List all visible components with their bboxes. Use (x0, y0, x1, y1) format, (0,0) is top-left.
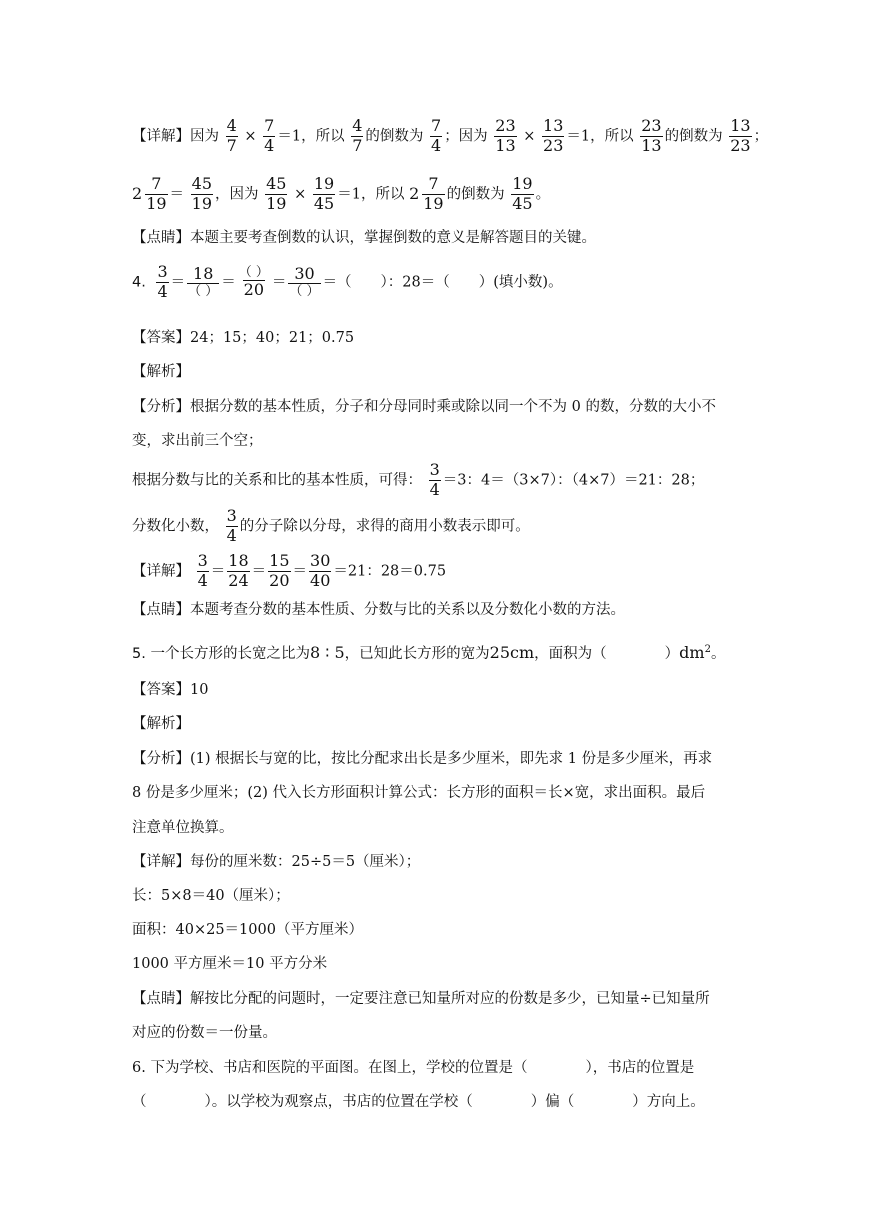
fraction: $\frac{23}{13}$ (495, 116, 516, 155)
key-point-q4: 【点睛】本题考查分数的基本性质、分数与比的关系以及分数化小数的方法。 (132, 602, 625, 618)
detail-line-2-q5: 长：5×8＝40（厘米）； (132, 888, 290, 904)
answer-q4: 【答案】24；15；40；21；0.75 (132, 330, 355, 346)
text: 。 (710, 645, 726, 662)
text: ； (753, 128, 769, 145)
detail-line-3-q5: 面积：40×25＝1000（平方厘米） (132, 922, 363, 938)
equals-sign: ＝ (292, 563, 308, 580)
analysis-line-4-q4 (132, 508, 530, 545)
detail-tag: 【详解】 (132, 563, 190, 580)
analysis-heading-q4: 【解析】 (132, 364, 190, 380)
question-number: 5. (132, 645, 146, 662)
fraction: $\frac{7}{4}$ (264, 116, 275, 155)
fraction: $\frac{3}{4}$ (226, 506, 237, 545)
mixed-number: 2 $\frac{7}{19}$ (409, 174, 444, 213)
key-point-line-2-q5: 对应的份数＝一份量。 (132, 1025, 277, 1041)
text: ；因为 (444, 128, 488, 145)
question-6-line-1: 6. 下为学校、书店和医院的平面图。在图上，学校的位置是（ ），书店的位置是 (132, 1060, 695, 1076)
text: ，面积为（ ） (534, 645, 680, 662)
fraction: $\frac{19}{45}$ (313, 174, 335, 213)
equals-sign: ＝ (221, 274, 236, 291)
exponent: 2 (704, 644, 711, 655)
fraction: $\frac{( )}{20}$ (238, 264, 269, 300)
text: ＝（ ）：28＝（ ）(填小数)。 (322, 274, 563, 291)
fraction: $\frac{30}{( )}$ (289, 263, 320, 300)
key-point-line-1-q5: 【点睛】解按比分配的问题时，一定要注意已知量所对应的份数是多少，已知量÷已知量所 (132, 991, 710, 1007)
analysis-heading-q5: 【解析】 (132, 716, 190, 732)
times-sign: × (244, 128, 257, 145)
fraction: $\frac{18}{( )}$ (188, 263, 219, 300)
detail-line-1-q5: 【详解】每份的厘米数：25÷5＝5（厘米）； (132, 854, 421, 870)
solution-detail-q4 (132, 553, 446, 590)
fraction: $\frac{19}{45}$ (512, 174, 533, 213)
fraction: $\frac{30}{40}$ (310, 551, 331, 590)
question-number: 4. (132, 274, 146, 291)
text: 的分子除以分母，求得的商用小数表示即可。 (239, 518, 530, 535)
text: 。 (535, 186, 551, 203)
analysis-line-2-q4: 变，求出前三个空； (132, 433, 263, 449)
detail-line-4-q5: 1000 平方厘米＝10 平方分米 (132, 956, 328, 972)
fraction: $\frac{18}{24}$ (228, 551, 249, 590)
text: ＝3：4＝（3×7）：（4×7）＝21：28； (442, 472, 705, 489)
text: ，已知此长方形的宽为 (344, 645, 490, 662)
text: ＝1，所以 (566, 128, 634, 145)
text: ，因为 (215, 186, 259, 203)
mixed-number: 2 $\frac{7}{19}$ (132, 174, 167, 213)
fraction: $\frac{4}{7}$ (226, 116, 237, 155)
text: ＝1，所以 (337, 186, 405, 203)
text: 的倒数为 (664, 128, 723, 145)
analysis-line-1-q5: 【分析】(1) 根据长与宽的比，按比分配求出长是多少厘米，即先求 1 份是多少厘米，再求 (132, 751, 713, 767)
analysis-line-3-q4 (132, 462, 704, 499)
unit: dm (679, 642, 705, 662)
question-6-line-2: （ ）。以学校为观察点，书店的位置在学校（ ）偏（ ）方向上。 (132, 1094, 705, 1110)
equals-sign: ＝ (169, 186, 185, 203)
question-5 (132, 640, 725, 664)
analysis-line-3-q5: 注意单位换算。 (132, 820, 234, 836)
text: ＝1，所以 (277, 128, 345, 145)
fraction: $\frac{45}{19}$ (266, 174, 287, 213)
fraction: $\frac{23}{13}$ (641, 116, 662, 155)
equals-sign: ＝ (271, 274, 287, 291)
text: 一个长方形的长宽之比为 (150, 645, 310, 662)
ratio: 8 ∶ 5 (309, 642, 345, 662)
text: ＝21：28＝0.75 (333, 563, 447, 580)
width-value: 25cm (489, 642, 535, 662)
text: 的倒数为 (446, 186, 505, 203)
key-point-q3: 【点睛】本题主要考查倒数的认识，掌握倒数的意义是解答题目的关键。 (132, 230, 596, 246)
analysis-line-2-q5: 8 份是多少厘米；(2) 代入长方形面积计算公式：长方形的面积＝长×宽，求出面积。最后 (132, 785, 706, 801)
equals-sign: ＝ (251, 563, 267, 580)
fraction: $\frac{7}{4}$ (431, 116, 442, 155)
text: 因为 (190, 128, 219, 145)
fraction: $\frac{4}{7}$ (352, 116, 363, 155)
text: 分数化小数， (132, 518, 219, 535)
equals-sign: ＝ (170, 274, 186, 291)
times-sign: × (294, 186, 307, 203)
equals-sign: ＝ (210, 563, 226, 580)
fraction: $\frac{13}{23}$ (730, 116, 751, 155)
question-4 (132, 264, 563, 301)
fraction: $\frac{3}{4}$ (197, 551, 208, 590)
fraction: $\frac{13}{23}$ (543, 116, 564, 155)
fraction: $\frac{15}{20}$ (269, 551, 290, 590)
fraction: $\frac{45}{19}$ (191, 174, 213, 213)
text: 根据分数与比的关系和比的基本性质，可得： (132, 472, 422, 489)
solution-detail-line-1 (132, 118, 768, 155)
detail-tag: 【详解】 (132, 128, 190, 145)
fraction: $\frac{3}{4}$ (157, 262, 168, 301)
times-sign: × (523, 128, 536, 145)
answer-q5: 【答案】10 (132, 682, 209, 698)
fraction: $\frac{3}{4}$ (429, 460, 440, 499)
analysis-line-1-q4: 【分析】根据分数的基本性质，分子和分母同时乘或除以同一个不为 0 的数，分数的大小不 (132, 399, 716, 415)
text: 的倒数为 (365, 128, 424, 145)
solution-detail-line-2 (132, 176, 550, 213)
